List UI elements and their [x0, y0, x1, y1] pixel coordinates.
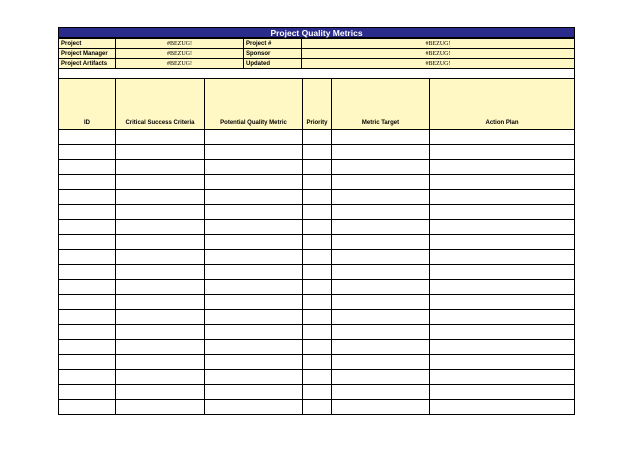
cell-id[interactable]: [59, 400, 116, 415]
cell-metric-target[interactable]: [332, 160, 430, 175]
table-row: [59, 295, 575, 310]
cell-action-plan[interactable]: [430, 130, 575, 145]
cell-priority[interactable]: [303, 265, 332, 280]
cell-metric-target[interactable]: [332, 205, 430, 220]
cell-potential-quality-metric[interactable]: [205, 265, 303, 280]
cell-id[interactable]: [59, 355, 116, 370]
project-manager-value[interactable]: #BEZUG!: [116, 49, 244, 59]
table-row: [59, 190, 575, 205]
cell-potential-quality-metric[interactable]: [205, 370, 303, 385]
spacer-row: [58, 69, 575, 78]
cell-id[interactable]: [59, 190, 116, 205]
cell-critical-success-criteria[interactable]: [116, 340, 205, 355]
cell-priority[interactable]: [303, 310, 332, 325]
cell-metric-target[interactable]: [332, 355, 430, 370]
cell-critical-success-criteria[interactable]: [116, 280, 205, 295]
project-artifacts-label: Project Artifacts: [59, 59, 116, 69]
updated-value[interactable]: #BEZUG!: [302, 59, 575, 69]
cell-id[interactable]: [59, 175, 116, 190]
cell-metric-target[interactable]: [332, 235, 430, 250]
cell-priority[interactable]: [303, 190, 332, 205]
cell-id[interactable]: [59, 235, 116, 250]
cell-metric-target[interactable]: [332, 310, 430, 325]
cell-potential-quality-metric[interactable]: [205, 235, 303, 250]
cell-critical-success-criteria[interactable]: [116, 130, 205, 145]
project-artifacts-value[interactable]: #BEZUG!: [116, 59, 244, 69]
table-row: [59, 310, 575, 325]
cell-id[interactable]: [59, 250, 116, 265]
cell-id[interactable]: [59, 145, 116, 160]
cell-potential-quality-metric[interactable]: [205, 205, 303, 220]
cell-critical-success-criteria[interactable]: [116, 385, 205, 400]
cell-priority[interactable]: [303, 295, 332, 310]
cell-id[interactable]: [59, 205, 116, 220]
cell-id[interactable]: [59, 295, 116, 310]
cell-action-plan[interactable]: [430, 340, 575, 355]
cell-action-plan[interactable]: [430, 295, 575, 310]
cell-priority[interactable]: [303, 250, 332, 265]
cell-priority[interactable]: [303, 175, 332, 190]
table-row: [59, 385, 575, 400]
cell-priority[interactable]: [303, 220, 332, 235]
cell-id[interactable]: [59, 220, 116, 235]
project-label: Project: [59, 39, 116, 49]
cell-action-plan[interactable]: [430, 265, 575, 280]
cell-metric-target[interactable]: [332, 265, 430, 280]
cell-metric-target[interactable]: [332, 385, 430, 400]
cell-priority[interactable]: [303, 325, 332, 340]
sponsor-label: Sponsor: [244, 49, 302, 59]
column-header-metric-target: Metric Target: [332, 79, 430, 130]
cell-critical-success-criteria[interactable]: [116, 370, 205, 385]
cell-action-plan[interactable]: [430, 250, 575, 265]
table-row: [59, 355, 575, 370]
cell-critical-success-criteria[interactable]: [116, 220, 205, 235]
cell-potential-quality-metric[interactable]: [205, 280, 303, 295]
cell-critical-success-criteria[interactable]: [116, 145, 205, 160]
cell-critical-success-criteria[interactable]: [116, 235, 205, 250]
table-row: [59, 250, 575, 265]
cell-metric-target[interactable]: [332, 340, 430, 355]
cell-id[interactable]: [59, 160, 116, 175]
table-row: [59, 235, 575, 250]
column-header-priority: Priority: [303, 79, 332, 130]
cell-priority[interactable]: [303, 400, 332, 415]
column-header-action-plan: Action Plan: [430, 79, 575, 130]
sponsor-value[interactable]: #BEZUG!: [302, 49, 575, 59]
table-row: [59, 280, 575, 295]
metrics-header-row: [59, 79, 575, 130]
cell-action-plan[interactable]: [430, 190, 575, 205]
metrics-table-body: [59, 130, 575, 415]
cell-priority[interactable]: [303, 370, 332, 385]
cell-potential-quality-metric[interactable]: [205, 310, 303, 325]
cell-critical-success-criteria[interactable]: [116, 160, 205, 175]
cell-metric-target[interactable]: [332, 130, 430, 145]
cell-potential-quality-metric[interactable]: [205, 160, 303, 175]
cell-action-plan[interactable]: [430, 400, 575, 415]
cell-metric-target[interactable]: [332, 400, 430, 415]
table-row: [59, 160, 575, 175]
table-row: [59, 130, 575, 145]
project-number-value[interactable]: #BEZUG!: [302, 39, 575, 49]
cell-metric-target[interactable]: [332, 280, 430, 295]
cell-priority[interactable]: [303, 145, 332, 160]
metrics-table: [58, 78, 575, 415]
cell-critical-success-criteria[interactable]: [116, 205, 205, 220]
table-row: [59, 340, 575, 355]
cell-priority[interactable]: [303, 130, 332, 145]
cell-critical-success-criteria[interactable]: [116, 265, 205, 280]
cell-critical-success-criteria[interactable]: [116, 355, 205, 370]
cell-action-plan[interactable]: [430, 175, 575, 190]
cell-metric-target[interactable]: [332, 175, 430, 190]
cell-priority[interactable]: [303, 355, 332, 370]
table-row: [59, 145, 575, 160]
cell-id[interactable]: [59, 280, 116, 295]
table-row: [59, 400, 575, 415]
meta-row-manager: [59, 49, 575, 59]
meta-row-project: [59, 39, 575, 49]
cell-priority[interactable]: [303, 280, 332, 295]
column-header-critical-success-criteria: Critical Success Criteria: [116, 79, 205, 130]
cell-critical-success-criteria[interactable]: [116, 190, 205, 205]
cell-priority[interactable]: [303, 235, 332, 250]
cell-action-plan[interactable]: [430, 310, 575, 325]
cell-action-plan[interactable]: [430, 280, 575, 295]
updated-label: Updated: [244, 59, 302, 69]
quality-metrics-sheet: [58, 27, 575, 415]
table-row: [59, 325, 575, 340]
cell-metric-target[interactable]: [332, 190, 430, 205]
cell-potential-quality-metric[interactable]: [205, 340, 303, 355]
cell-potential-quality-metric[interactable]: [205, 220, 303, 235]
table-row: [59, 265, 575, 280]
cell-potential-quality-metric[interactable]: [205, 130, 303, 145]
cell-action-plan[interactable]: [430, 370, 575, 385]
cell-priority[interactable]: [303, 340, 332, 355]
cell-id[interactable]: [59, 340, 116, 355]
project-number-label: Project #: [244, 39, 302, 49]
cell-id[interactable]: [59, 310, 116, 325]
project-manager-label: Project Manager: [59, 49, 116, 59]
cell-metric-target[interactable]: [332, 220, 430, 235]
cell-action-plan[interactable]: [430, 235, 575, 250]
cell-critical-success-criteria[interactable]: [116, 325, 205, 340]
cell-priority[interactable]: [303, 385, 332, 400]
cell-action-plan[interactable]: [430, 385, 575, 400]
cell-action-plan[interactable]: [430, 220, 575, 235]
cell-action-plan[interactable]: [430, 325, 575, 340]
project-info-table: [58, 38, 575, 69]
cell-potential-quality-metric[interactable]: [205, 190, 303, 205]
cell-potential-quality-metric[interactable]: [205, 325, 303, 340]
cell-action-plan[interactable]: [430, 355, 575, 370]
cell-action-plan[interactable]: [430, 160, 575, 175]
cell-metric-target[interactable]: [332, 325, 430, 340]
cell-action-plan[interactable]: [430, 145, 575, 160]
column-header-id: ID: [59, 79, 116, 130]
cell-potential-quality-metric[interactable]: [205, 250, 303, 265]
table-row: [59, 205, 575, 220]
cell-potential-quality-metric[interactable]: [205, 295, 303, 310]
cell-priority[interactable]: [303, 160, 332, 175]
table-row: [59, 220, 575, 235]
cell-id[interactable]: [59, 130, 116, 145]
cell-potential-quality-metric[interactable]: [205, 145, 303, 160]
cell-potential-quality-metric[interactable]: [205, 385, 303, 400]
cell-id[interactable]: [59, 325, 116, 340]
cell-critical-success-criteria[interactable]: [116, 175, 205, 190]
column-header-potential-quality-metric: Potential Quality Metric: [205, 79, 303, 130]
table-row: [59, 175, 575, 190]
cell-critical-success-criteria[interactable]: [116, 310, 205, 325]
sheet-title: Project Quality Metrics: [58, 27, 575, 38]
project-value[interactable]: #BEZUG!: [116, 39, 244, 49]
cell-id[interactable]: [59, 385, 116, 400]
cell-priority[interactable]: [303, 205, 332, 220]
cell-critical-success-criteria[interactable]: [116, 295, 205, 310]
cell-potential-quality-metric[interactable]: [205, 400, 303, 415]
cell-potential-quality-metric[interactable]: [205, 355, 303, 370]
cell-critical-success-criteria[interactable]: [116, 400, 205, 415]
meta-row-artifacts: [59, 59, 575, 69]
cell-metric-target[interactable]: [332, 145, 430, 160]
cell-metric-target[interactable]: [332, 250, 430, 265]
cell-id[interactable]: [59, 265, 116, 280]
cell-action-plan[interactable]: [430, 205, 575, 220]
cell-metric-target[interactable]: [332, 295, 430, 310]
cell-id[interactable]: [59, 370, 116, 385]
cell-critical-success-criteria[interactable]: [116, 250, 205, 265]
cell-potential-quality-metric[interactable]: [205, 175, 303, 190]
cell-metric-target[interactable]: [332, 370, 430, 385]
table-row: [59, 370, 575, 385]
